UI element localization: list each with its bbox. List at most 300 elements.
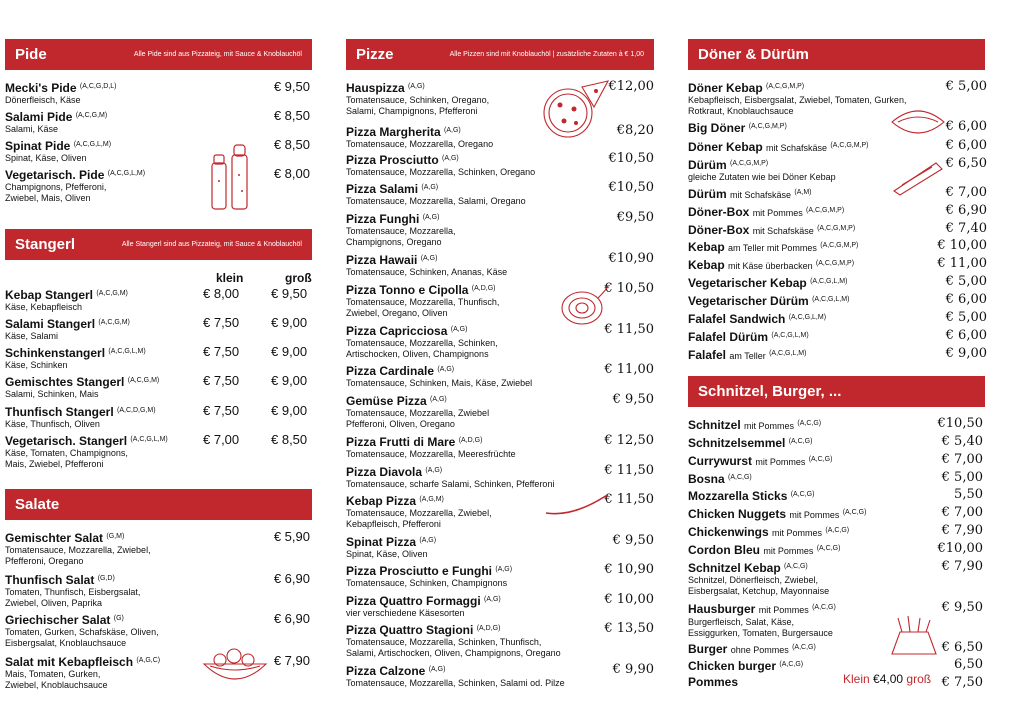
item-price-large: € 8,50 <box>271 432 308 447</box>
item-price: € 6,50 <box>945 156 987 171</box>
item-allergens: (A,C,G,M,P) <box>820 242 859 249</box>
schnitzel-item <box>688 435 985 450</box>
doener-item <box>688 239 985 255</box>
pide-title: Pide <box>15 46 47 63</box>
item-description: Tomatensauce, Mozzarella, Schinken, Oregano <box>346 167 536 177</box>
item-price-large: € 9,00 <box>271 315 308 330</box>
pide-header <box>5 39 312 70</box>
pizza-item <box>346 363 654 389</box>
item-allergens: (A,C,G,M,P) <box>806 207 845 214</box>
stangerl-header <box>5 229 312 260</box>
item-allergens: (A,G) <box>450 326 468 333</box>
item-price: € 5,00 <box>945 79 987 94</box>
item-name-line <box>688 139 985 155</box>
doener-item <box>688 222 985 238</box>
item-price: €10,50 <box>608 180 654 195</box>
item-price: € 12,50 <box>604 433 654 448</box>
pizza-item <box>346 152 654 178</box>
item-name-line <box>5 374 312 389</box>
item-modifier: ohne Pommes <box>730 645 789 655</box>
item-allergens: (A,C,G,D,L) <box>79 83 117 90</box>
item-price: € 6,90 <box>273 571 310 586</box>
item-price: € 7,50 <box>941 675 983 690</box>
item-price: 5,50 <box>954 487 983 502</box>
item-description: Käse, Thunfisch, Oliven <box>5 419 100 429</box>
item-allergens: (A,C,G,M,P) <box>730 160 769 167</box>
pizza-item <box>346 211 654 247</box>
item-modifier: mit Käse überbacken <box>728 261 813 271</box>
item-name: Gemischter Salat <box>5 531 104 545</box>
item-price: € 7,00 <box>941 505 983 520</box>
item-name-line <box>688 453 985 469</box>
item-modifier: mit Pommes <box>744 421 795 431</box>
item-price: € 8,00 <box>273 166 310 181</box>
item-price: € 11,50 <box>604 492 654 507</box>
item-name-line <box>688 506 985 522</box>
item-name: Currywurst <box>688 454 753 468</box>
pepperoni-illustration <box>542 491 612 519</box>
item-name-line <box>5 109 312 124</box>
item-name: Döner Kebap <box>688 140 763 154</box>
item-modifier: mit Schafskäse <box>752 226 814 236</box>
item-description: Tomatensauce, Mozzarella, Schinken, Salami od. Pilze <box>346 678 565 688</box>
item-allergens: (A,G) <box>408 83 425 90</box>
item-allergens: (A,C,G) <box>779 661 804 668</box>
item-allergens: (A,C,G,L,M) <box>812 296 850 303</box>
pizza-item <box>346 323 654 359</box>
item-price-small: € 7,50 <box>203 373 240 388</box>
item-description: Kebapfleisch, Pfefferoni <box>346 518 441 529</box>
item-description: gleiche Zutaten wie bei Döner Kebap <box>688 172 836 182</box>
item-allergens: (A,C,G) <box>812 604 836 611</box>
item-modifier: mit Pommes <box>758 605 809 615</box>
item-name: Döner-Box <box>688 223 750 237</box>
item-description: Champignons, Oregano <box>346 236 442 247</box>
item-name: Pizza Hawaii <box>346 253 418 267</box>
item-description: Pfefferoni, Oregano <box>5 555 84 566</box>
item-description: Käse, Kebapfleisch <box>5 302 83 312</box>
item-name-line <box>688 471 985 486</box>
item-price: € 7,90 <box>941 523 983 538</box>
pizza-item <box>346 593 654 619</box>
item-name-line <box>688 204 985 220</box>
item-description: Tomatensauce, Mozzarella, Thunfisch, <box>346 297 500 307</box>
pizze-header <box>346 39 654 70</box>
item-name-line <box>5 80 312 95</box>
item-description: Zwiebel, Mais, Oliven <box>5 192 91 203</box>
item-name: Pizza Funghi <box>346 212 420 226</box>
item-name-line <box>688 676 985 689</box>
item-allergens: (A,C,G) <box>808 456 833 463</box>
item-price-small: € 7,50 <box>203 344 240 359</box>
item-price: € 5,00 <box>941 470 983 485</box>
item-price: €10,50 <box>608 151 654 166</box>
item-name: Salami Stangerl <box>5 317 96 331</box>
item-name: Pizza Quattro Formaggi <box>346 594 481 608</box>
item-description: Tomatensauce, Mozzarella, Schinken, Thunfisch, <box>346 637 542 647</box>
item-name: Hauspizza <box>346 81 405 95</box>
item-name: Salat mit Kebapfleisch <box>5 655 134 669</box>
item-price: € 7,00 <box>941 452 983 467</box>
item-price: € 10,50 <box>604 281 654 296</box>
item-modifier: mit Pommes <box>752 208 803 218</box>
item-allergens: (A,G) <box>430 396 447 403</box>
item-allergens: (A,C,G,M) <box>96 290 128 297</box>
pide-item <box>5 138 312 164</box>
item-price: €8,20 <box>616 123 654 138</box>
doener-item <box>688 275 985 290</box>
item-name: Schnitzelsemmel <box>688 436 786 450</box>
pizza-item <box>346 464 654 490</box>
item-price-small: € 7,00 <box>203 432 240 447</box>
item-name: Hausburger <box>688 602 756 616</box>
pommes-gross-label: groß <box>906 672 932 686</box>
doener-sandwich-illustration <box>888 104 948 140</box>
item-price: € 11,00 <box>604 362 654 377</box>
item-description: Käse, Salami <box>5 331 59 341</box>
item-allergens: (A,G) <box>484 596 501 603</box>
item-price: € 11,00 <box>937 256 987 271</box>
item-name: Mozzarella Sticks <box>688 489 788 503</box>
item-description: Schnitzel, Dönerfleisch, Zwiebel, <box>688 575 819 585</box>
item-description: Tomatensauce, Mozzarella, Oregano <box>346 139 494 149</box>
stangerl-item <box>5 345 312 371</box>
item-allergens: (A,C,G,L,M) <box>810 278 848 285</box>
item-price: € 13,50 <box>604 621 654 636</box>
item-modifier: mit Pommes <box>789 510 840 520</box>
item-modifier: mit Schafskäse <box>730 190 792 200</box>
salat-item <box>5 612 312 648</box>
item-price: €9,50 <box>616 210 654 225</box>
schnitzel-item <box>688 542 985 558</box>
item-allergens: (A,C,G,M,P) <box>815 260 855 267</box>
item-allergens: (A,C,G,L,M) <box>130 436 168 443</box>
item-name: Döner Kebap <box>688 81 763 95</box>
item-price: € 6,00 <box>945 328 987 343</box>
doener-item <box>688 257 985 273</box>
item-allergens: (A,C,G) <box>790 491 815 498</box>
item-description: Käse, Schinken <box>5 360 68 370</box>
salate-header <box>5 489 312 520</box>
item-description: Rotkraut, Knoblauchsauce <box>688 105 794 116</box>
item-allergens: (A,C,G,M) <box>98 319 130 326</box>
item-allergens: (A,G) <box>419 537 437 544</box>
item-allergens: (A,G) <box>495 566 513 573</box>
pizze-title: Pizze <box>356 46 394 63</box>
item-name-line <box>688 275 985 290</box>
item-description: Tomatensauce, Mozzarella, Zwiebel <box>346 408 490 418</box>
item-name: Kebap <box>688 258 725 272</box>
item-price: € 9,00 <box>945 346 987 361</box>
item-description: Dönerfleisch, Käse <box>5 95 81 105</box>
item-name: Schnitzel Kebap <box>688 561 781 575</box>
item-name: Kebap <box>688 240 725 254</box>
stangerl-note: Alle Stangerl sind aus Pizzateig, mit Sauce & Knoblauchöl <box>121 241 302 248</box>
item-description: Salami, Artischocken, Oliven, Champignons, Oregano <box>346 647 561 658</box>
pommes-sizes <box>843 672 931 686</box>
item-name: Pizza Cardinale <box>346 364 435 378</box>
item-price: € 7,40 <box>945 221 987 236</box>
item-allergens: (A,C,D,G,M) <box>117 407 156 414</box>
item-price: € 6,00 <box>945 292 987 307</box>
item-allergens: (G,M) <box>106 533 125 540</box>
doener-header <box>688 39 985 70</box>
item-name: Thunfisch Stangerl <box>5 405 114 419</box>
item-allergens: (A,G) <box>442 155 459 162</box>
item-description: Tomatensauce, Schinken, Mais, Käse, Zwiebel <box>346 378 533 388</box>
item-allergens: (A,C,G,L,M) <box>788 314 827 321</box>
stangerl-item <box>5 433 312 469</box>
item-name-line <box>688 347 985 363</box>
item-name: Pizza Margherita <box>346 125 441 139</box>
item-allergens: (A,C,G,L,M) <box>771 332 809 339</box>
item-name: Pommes <box>688 675 739 689</box>
item-description: Tomatensauce, scharfe Salami, Schinken, Pfefferoni <box>346 479 555 489</box>
item-name: Big Döner <box>688 121 746 135</box>
schnitzel-item <box>688 488 985 503</box>
item-allergens: (A,C,G) <box>792 644 816 651</box>
item-description: Burgerfleisch, Salat, Käse, <box>688 617 795 627</box>
schnitzel-item <box>688 417 985 433</box>
item-name: Pizza Tonno e Cipolla <box>346 283 469 297</box>
item-name: Chickenwings <box>688 525 769 539</box>
item-description: Kebapfleisch, Eisbergsalat, Zwiebel, Tomaten, Gurken, <box>688 95 907 105</box>
item-description: Tomatensauce, Mozzarella, Salami, Oregano <box>346 196 526 206</box>
pizza-item <box>346 622 654 658</box>
salad-bowl-illustration <box>200 644 270 690</box>
item-name: Pizza Calzone <box>346 664 426 678</box>
item-description: Pfefferoni, Oliven, Oregano <box>346 418 455 429</box>
pizza-item <box>346 393 654 429</box>
item-allergens: (A,C,G,M,P) <box>766 83 805 90</box>
item-name-line <box>5 345 312 360</box>
stangerl-item <box>5 374 312 400</box>
onion-illustration <box>558 284 610 328</box>
item-price: € 7,00 <box>945 185 987 200</box>
item-allergens: (A,C,G,L,M) <box>769 350 807 357</box>
item-modifier: mit Pommes <box>755 457 806 467</box>
item-name-line <box>688 524 985 540</box>
item-modifier: am Teller mit Pommes <box>728 243 817 253</box>
item-price-large: € 9,00 <box>271 344 308 359</box>
doener-title: Döner & Dürüm <box>698 46 809 63</box>
salt-pepper-illustration <box>208 141 254 215</box>
item-price: € 7,90 <box>941 559 983 574</box>
item-name: Döner-Box <box>688 205 750 219</box>
item-price: €10,00 <box>937 541 983 556</box>
item-name-line <box>5 612 312 627</box>
pizze-note: Alle Pizzen sind mit Knoblauchöl | zusätzliche Zutaten à € 1,00 <box>449 51 644 58</box>
item-price-small: € 7,50 <box>203 315 240 330</box>
schnitzel-item <box>688 506 985 522</box>
salate-title: Salate <box>15 496 60 513</box>
item-name: Cordon Bleu <box>688 543 760 557</box>
item-description: Käse, Tomaten, Champignons, <box>5 448 128 458</box>
item-price: € 10,00 <box>937 238 987 253</box>
item-description: Tomatensauce, Schinken, Oregano, <box>346 95 490 105</box>
pizza-illustration <box>538 79 610 141</box>
item-description: Tomatensauce, Schinken, Champignons <box>346 578 508 588</box>
item-price: € 5,90 <box>273 529 310 544</box>
item-name: Mecki's Pide <box>5 81 77 95</box>
item-name: Pizza Frutti di Mare <box>346 435 456 449</box>
item-price: 6,50 <box>954 657 983 672</box>
item-allergens: (A,C,G) <box>784 563 808 570</box>
item-name: Falafel <box>688 348 727 362</box>
item-modifier: am Teller <box>729 351 766 361</box>
item-modifier: mit Schafskäse <box>766 143 828 153</box>
item-name: Spinat Pizza <box>346 535 417 549</box>
schnitzel-item <box>688 524 985 540</box>
item-price: € 6,50 <box>941 640 983 655</box>
item-name: Bosna <box>688 472 725 486</box>
item-modifier: mit Pommes <box>763 546 814 556</box>
item-name-line <box>5 433 312 448</box>
item-name: Gemüse Pizza <box>346 394 427 408</box>
item-name-line <box>346 534 654 549</box>
item-description: Mais, Zwiebel, Pfefferoni <box>5 458 104 469</box>
item-allergens: (A,C,G,L,M) <box>73 141 112 148</box>
schnitzel-item <box>688 676 985 689</box>
item-name-line <box>688 658 985 673</box>
item-name: Thunfisch Salat <box>5 573 95 587</box>
pide-item <box>5 167 312 203</box>
item-description: Tomaten, Gurken, Schafskäse, Oliven, <box>5 627 159 637</box>
item-name: Salami Pide <box>5 110 73 124</box>
item-description: Zwiebel, Knoblauchsauce <box>5 679 108 690</box>
item-description: Tomatensauce, Schinken, Ananas, Käse <box>346 267 508 277</box>
item-price: € 8,50 <box>273 137 310 152</box>
item-allergens: (A,G) <box>420 255 438 262</box>
item-price: € 11,50 <box>604 463 654 478</box>
item-description: Tomatensauce, Mozzarella, Meeresfrüchte <box>346 449 516 459</box>
item-name: Pizza Diavola <box>346 465 423 479</box>
item-name-line <box>5 404 312 419</box>
item-price-large: € 9,00 <box>271 403 308 418</box>
schnitzel-item <box>688 560 985 596</box>
stangerl-col-large: groß <box>285 271 312 285</box>
item-allergens: (A,G) <box>421 184 439 191</box>
item-price: € 11,50 <box>604 322 654 337</box>
item-name: Dürüm <box>688 187 727 201</box>
pide-note: Alle Pide sind aus Pizzateig, mit Sauce & Knoblauchöl <box>133 51 302 58</box>
item-name: Vegetarischer Kebap <box>688 276 807 290</box>
item-name-line <box>346 663 654 678</box>
item-price: € 6,00 <box>945 119 987 134</box>
item-name-line <box>346 393 654 408</box>
item-allergens: (A,G,C) <box>136 657 161 664</box>
item-allergens: (A,G) <box>444 127 461 134</box>
item-price: € 10,00 <box>604 592 654 607</box>
item-allergens: (A,C,G,M,P) <box>830 142 869 149</box>
item-description: Zwiebel, Oliven, Paprika <box>5 597 103 608</box>
item-description: Mais, Tomaten, Gurken, <box>5 669 101 679</box>
item-name: Kebap Pizza <box>346 494 417 508</box>
pizza-item <box>346 252 654 278</box>
item-name: Gemischtes Stangerl <box>5 375 125 389</box>
schnitzel-header <box>688 376 985 407</box>
fries-illustration <box>884 614 944 658</box>
item-description: Essiggurken, Tomaten, Burgersauce <box>688 627 833 638</box>
pizza-item <box>346 663 654 689</box>
item-allergens: (A,G) <box>422 214 440 221</box>
stangerl-title: Stangerl <box>15 236 76 253</box>
item-description: Spinat, Käse, Oliven <box>5 153 87 163</box>
pizza-item <box>346 181 654 207</box>
item-name-line <box>5 138 312 153</box>
item-allergens: (A,C,G) <box>816 545 841 552</box>
item-allergens: (A,C,G,M,P) <box>817 225 856 232</box>
item-allergens: (A,C,G) <box>728 474 752 481</box>
item-name: Vegetarischer Dürüm <box>688 294 809 308</box>
item-price-small: € 8,00 <box>203 286 240 301</box>
item-allergens: (A,C,G) <box>788 438 813 445</box>
item-description: Tomatensauce, Mozzarella, Schinken, <box>346 338 498 348</box>
item-name-line <box>5 530 312 545</box>
item-description: Salami, Käse <box>5 124 59 134</box>
item-name-line <box>688 560 985 575</box>
item-price-large: € 9,50 <box>271 286 308 301</box>
item-price: € 7,90 <box>273 653 310 668</box>
item-allergens: (A,G) <box>437 366 455 373</box>
item-name: Falafel Dürüm <box>688 330 769 344</box>
item-name-line <box>688 435 985 450</box>
item-name: Spinat Pide <box>5 139 71 153</box>
item-price: € 9,50 <box>612 533 654 548</box>
item-name: Chicken burger <box>688 659 777 673</box>
item-allergens: (A,C,G,L,M) <box>108 348 146 355</box>
pizza-item <box>346 563 654 589</box>
item-price: €12,00 <box>608 79 654 94</box>
item-name: Pizza Prosciutto <box>346 153 439 167</box>
item-allergens: (A,D,G) <box>471 285 496 292</box>
item-description: Salami, Champignons, Pfefferoni <box>346 105 478 116</box>
doener-item <box>688 347 985 363</box>
item-name-line <box>5 287 312 302</box>
item-name-line <box>688 329 985 344</box>
item-description: Zwiebel, Oregano, Oliven <box>346 307 448 318</box>
item-price: € 10,90 <box>604 562 654 577</box>
item-allergens: (A,C,G,L,M) <box>107 170 146 177</box>
wrap-illustration <box>888 157 944 197</box>
item-allergens: (G) <box>113 615 124 622</box>
item-allergens: (G,D) <box>97 575 115 582</box>
item-price: € 5,40 <box>941 434 983 449</box>
pommes-klein-price: €4,00 <box>873 672 904 686</box>
item-description: Eisbergsalat, Knoblauchsauce <box>5 637 127 648</box>
item-price: € 9,50 <box>612 392 654 407</box>
schnitzel-title: Schnitzel, Burger, ... <box>698 383 842 400</box>
stangerl-item <box>5 404 312 430</box>
item-price: € 8,50 <box>273 108 310 123</box>
item-allergens: (A,C,G,M) <box>127 377 160 384</box>
item-name-line <box>688 293 985 308</box>
item-name: Pizza Capricciosa <box>346 324 448 338</box>
salat-item <box>5 530 312 566</box>
doener-item <box>688 329 985 344</box>
item-name: Chicken Nuggets <box>688 507 787 521</box>
item-description: Tomatensauce, Mozzarella, Zwiebel, <box>346 508 492 518</box>
item-allergens: (A,C,G) <box>842 509 867 516</box>
item-name: Dürüm <box>688 158 727 172</box>
item-allergens: (A,G) <box>428 666 446 673</box>
item-description: Salami, Schinken, Mais <box>5 389 99 399</box>
doener-item <box>688 311 985 326</box>
item-name-line <box>346 211 654 226</box>
item-name: Vegetarisch. Stangerl <box>5 434 128 448</box>
item-allergens: (A,G,M) <box>419 496 444 503</box>
item-name: Vegetarisch. Pide <box>5 168 105 182</box>
